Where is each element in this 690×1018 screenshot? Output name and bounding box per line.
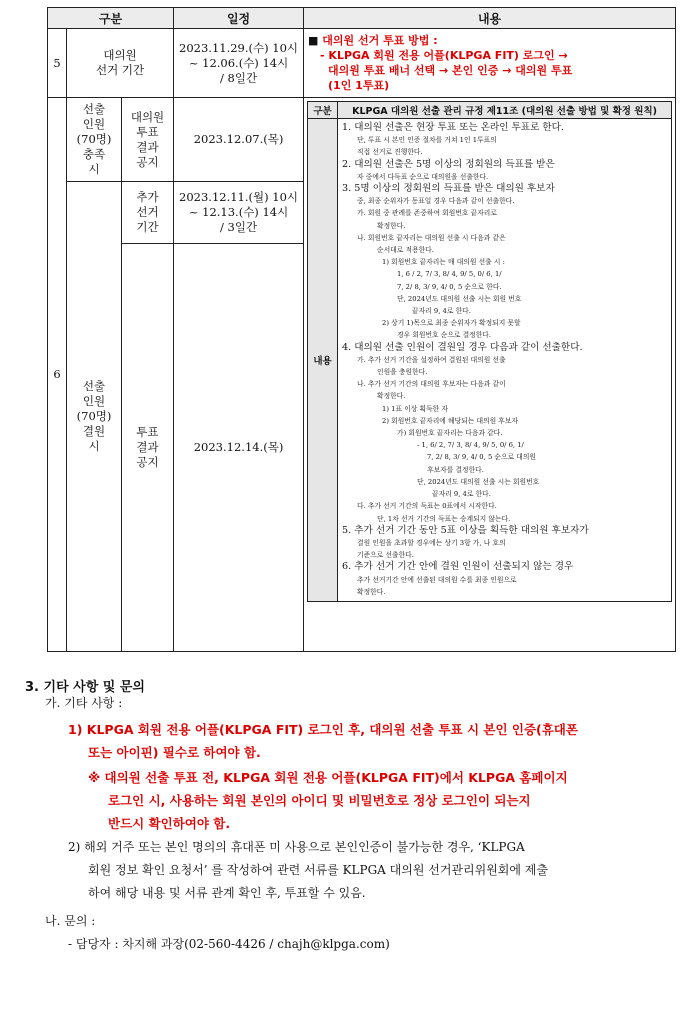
- rule-line: 7, 2/ 8, 3/ 9, 4/ 0, 5 순으로 한다.: [397, 282, 502, 291]
- rule-line: 단, 2024년도 대의원 선출 시는 회원 번호: [397, 294, 522, 303]
- rule-line: 가. 회원 중 관례를 존중하여 회원번호 끝자리로: [357, 209, 497, 218]
- rule-line: 단, 2024년도 대의원 선출 시는 회원번호: [417, 477, 540, 486]
- date-result-b: 2023.12.14.(목): [174, 244, 304, 652]
- table-row-6a: [48, 98, 676, 182]
- rule-line: 단, 투표 시 본인 인증 절차를 거쳐 1인 1투표의: [357, 136, 497, 145]
- table-header-row: [48, 8, 676, 29]
- rule-line: 나. 추가 선거 기간의 대의원 후보자는 다음과 같이: [357, 380, 506, 389]
- rule-line: 3. 5명 이상의 정회원의 득표를 받은 대의원 후보자: [342, 183, 555, 195]
- rules-table: [307, 101, 672, 602]
- section-title: 3. 기타 사항 및 문의: [25, 680, 145, 695]
- rule-line: 결원 인원을 초과할 경우에는 상기 3항 가, 나 호의: [357, 538, 506, 547]
- rule-line: 2. 대의원 선출은 5명 이상의 정회원의 득표를 받은: [342, 158, 555, 170]
- rule-line: 1, 6 / 2, 7/ 3, 8/ 4, 9/ 5, 0/ 6, 1/: [397, 270, 502, 279]
- subsection-na: 나. 문의 :: [45, 914, 96, 928]
- item2: 2) 해외 거주 또는 본인 명의의 휴대폰 미 사용으로 본인인증이 불가능한 경우, ‘KLPGA 회원 정보 확인 요청서’ 를 작성하여 관련 서류를 KLPGA 대의원 선거관리위원회에 제출 하여 해당 내용 및 서류 관계 확인 후, 투표할 수 있음.: [68, 840, 548, 900]
- rule-line: 단, 1차 선거 기간의 득표는 승계되지 않는다.: [377, 514, 511, 523]
- rules-side-label: 내용: [308, 119, 338, 602]
- rule-line: 후보자를 결정한다.: [427, 465, 484, 474]
- rules-header-title: KLPGA 대의원 선출 관리 규정 제11조 (대의원 선출 방법 및 확정 원칙): [338, 102, 672, 119]
- rule-line: 가) 회원번호 끝자리는 다음과 같다.: [397, 429, 503, 438]
- rule-line: 6. 추가 선거 기간 안에 결원 인원이 선출되지 않는 경우: [342, 561, 574, 573]
- rule-line: 자 중에서 다득표 순으로 대의원을 선출한다.: [357, 172, 489, 181]
- table-row-5: [48, 29, 676, 98]
- header-content: 내용: [304, 8, 676, 29]
- rule-line: 1. 대의원 선출은 현장 투표 또는 온라인 투표로 한다.: [342, 122, 564, 133]
- rule-line: 다. 추가 선거 기간의 득표는 0표에서 시작한다.: [357, 502, 497, 511]
- rule-line: 직접 선거로 진행한다.: [357, 148, 423, 157]
- rules-cell: [304, 98, 676, 652]
- rule-line: 기준으로 선출한다.: [357, 551, 414, 560]
- rule-line: 7, 2/ 8, 3/ 9, 4/ 0, 5 순으로 대의원: [427, 453, 536, 462]
- rule-line: - 1, 6/ 2, 7/ 3, 8/ 4, 9/ 5, 0/ 6, 1/: [417, 441, 524, 450]
- row5-label: 대의원 선거 기간: [67, 29, 174, 98]
- rule-line: 인원을 충원한다.: [377, 368, 428, 377]
- rule-line: 추가 선거기간 안에 선출된 대의원 수를 최종 인원으로: [357, 575, 517, 584]
- header-schedule: 일정: [174, 8, 304, 29]
- rule-line: 4. 대의원 선출 인원이 결원일 경우 다음과 같이 선출한다.: [342, 341, 583, 353]
- rule-line: 1) 회원번호 끝자리는 매 대의원 선출 시 :: [382, 258, 505, 267]
- rule-line: 경우 회원번호 순으로 결정한다.: [397, 331, 492, 340]
- rule-line: 2) 회원번호 끝자리에 해당되는 대의원 후보자: [382, 416, 518, 425]
- date-result-a: 2023.12.07.(목): [174, 98, 304, 182]
- rule-line: 중, 최종 순위자가 동표일 경우 다음과 같이 선출한다.: [357, 197, 515, 206]
- rule-line: 순서대로 적용한다.: [377, 246, 434, 255]
- group-fulfilled-label: 선출 인원 (70명) 충족 시: [67, 98, 122, 182]
- rule-line: 끝자리 9, 4로 한다.: [412, 307, 471, 316]
- rules-header-left: 구분: [308, 102, 338, 119]
- subsection-ga: 가. 기타 사항 :: [45, 696, 123, 710]
- rule-line: 가. 추가 선거 기간을 설정하여 결원된 대의원 선출: [357, 355, 506, 364]
- vote-result-label-b: 투표 결과 공지: [122, 244, 174, 652]
- rule-line: 끝자리 9, 4로 한다.: [432, 490, 491, 499]
- rule-line: 5. 추가 선거 기간 동안 5표 이상을 획득한 대의원 후보자가: [342, 524, 589, 536]
- date-extra-election: 2023.12.11.(월) 10시 ~ 12.13.(수) 14시 / 3일간: [174, 182, 304, 244]
- row-number: 6: [48, 98, 67, 652]
- login-note: ※ 대의원 선출 투표 전, KLPGA 회원 전용 어플(KLPGA FIT)에서 KLPGA 홈페이지 로그인 시, 사용하는 회원 본인의 아이디 및 비밀번호로 정상 로그인이 되는지 반드시 확인하여야 함.: [88, 770, 568, 831]
- rule-line: 확정한다.: [357, 587, 386, 596]
- rule-line: 확정한다.: [377, 392, 406, 401]
- item1: 1) KLPGA 회원 전용 어플(KLPGA FIT) 로그인 후, 대의원 선출 투표 시 본인 인증(휴대폰 또는 아이핀) 필수로 하여야 함.: [68, 722, 578, 760]
- election-schedule-table: [47, 7, 676, 652]
- rules-body: [338, 119, 672, 602]
- rule-line: 1) 1표 이상 획득한 자: [382, 404, 448, 413]
- rule-line: 2) 상기 1)목으로 최종 순위자가 확정되지 못할: [382, 319, 521, 328]
- extra-election-label: 추가 선거 기간: [122, 182, 174, 244]
- rule-line: 나. 회원번호 끝자리는 대의원 선출 시 다음과 같은: [357, 233, 506, 242]
- voting-method: ■ 대의원 선거 투표 방법 : - KLPGA 회원 전용 어플(KLPGA FIT) 로그인 → 대의원 투표 배너 선택 → 본인 인증 → 대의원 투표 (1인 1투표): [304, 29, 676, 98]
- rule-line: 확정한다.: [377, 221, 406, 230]
- vote-result-label-a: 대의원 투표 결과 공지: [122, 98, 174, 182]
- row-number: 5: [48, 29, 67, 98]
- header-category: 구분: [48, 8, 174, 29]
- group-vacancy-label: 선출 인원 (70명) 결원 시: [67, 182, 122, 652]
- row5-date: 2023.11.29.(수) 10시 ~ 12.06.(수) 14시 / 8일간: [174, 29, 304, 98]
- contact-info: - 담당자 : 차지해 과장(02-560-4426 / chajh@klpga.com): [68, 937, 390, 951]
